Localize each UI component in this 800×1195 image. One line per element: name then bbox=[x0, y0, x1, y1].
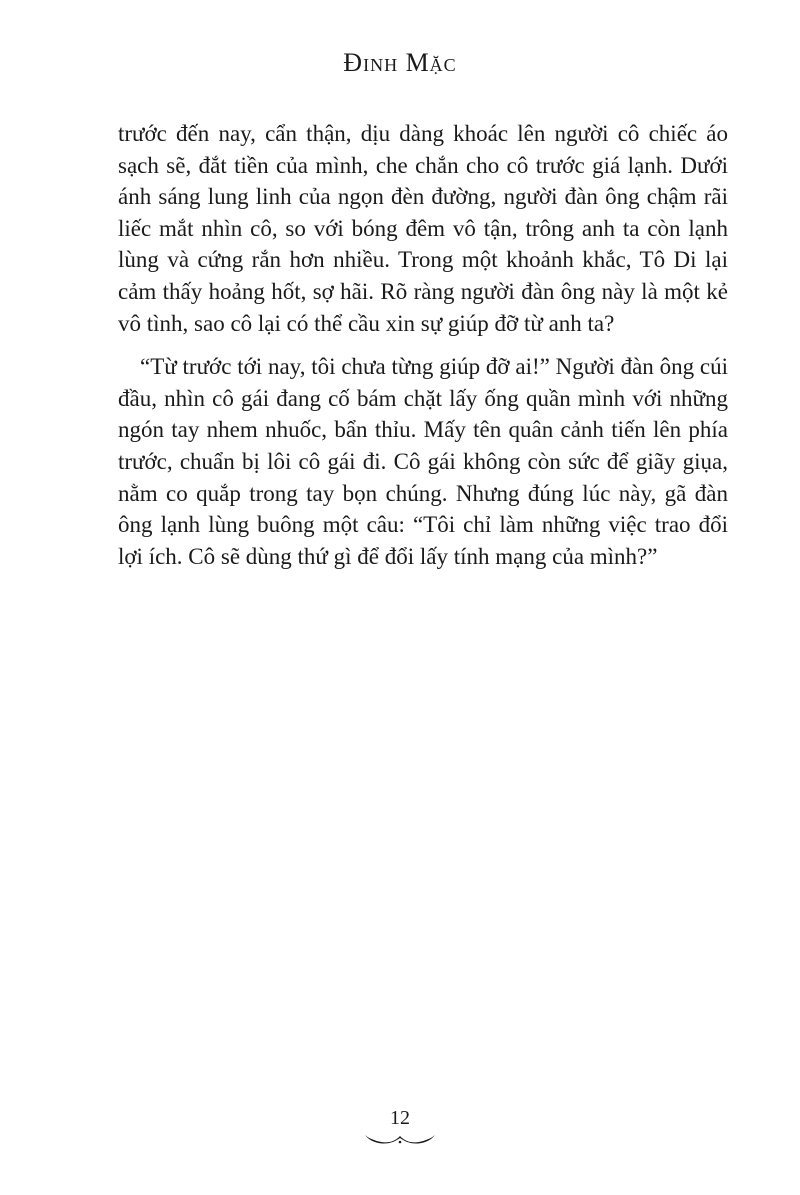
running-header: Đinh Mặc bbox=[343, 48, 457, 77]
flourish-ornament-icon bbox=[364, 1132, 436, 1146]
paragraph: trước đến nay, cẩn thận, dịu dàng khoác lên người cô chiếc áo sạch sẽ, đắt tiền của mình, che chắn cho cô trước giá lạnh. Dưới ánh sáng lung linh của ngọn đèn đường, người đàn ông chậm rãi liếc mắt nhìn cô, so với bóng đêm vô tận, trông anh ta còn lạnh lùng và cứng rắn hơn nhiều. Trong một khoảnh khắc, Tô Di lại cảm thấy hoảng hốt, sợ hãi. Rõ ràng người đàn ông này là một kẻ vô tình, sao cô lại có thể cầu xin sự giúp đỡ từ anh ta? bbox=[118, 121, 728, 336]
paragraph: “Từ trước tới nay, tôi chưa từng giúp đỡ ai!” Người đàn ông cúi đầu, nhìn cô gái đang cố bám chặt lấy ống quần mình với những ngón tay nhem nhuốc, bẩn thỉu. Mấy tên quân cảnh tiến lên phía trước, chuẩn bị lôi cô gái đi. Cô gái không còn sức để giãy giụa, nằm co quắp trong tay bọn chúng. Nhưng đúng lúc này, gã đàn ông lạnh lùng buông một câu: “Tôi chỉ làm những việc trao đổi lợi ích. Cô sẽ dùng thứ gì để đổi lấy tính mạng của mình?” bbox=[118, 354, 728, 569]
page-number: 12 bbox=[390, 1107, 410, 1129]
body-text bbox=[118, 118, 728, 572]
folio bbox=[0, 1108, 800, 1146]
